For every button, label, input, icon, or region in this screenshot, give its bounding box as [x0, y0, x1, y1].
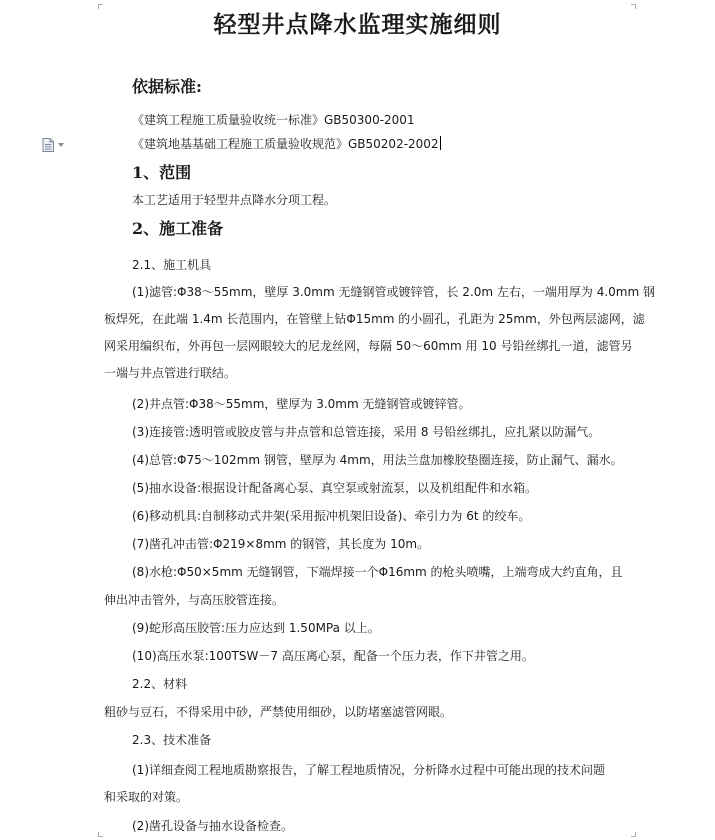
- list-item: (7)凿孔冲击管:Φ219×8mm 的钢管，其长度为 10m。: [132, 537, 430, 551]
- subsection-heading: 2.1、施工机具: [132, 258, 212, 272]
- list-item: (2)凿孔设备与抽水设备检查。: [132, 819, 293, 833]
- paragraph-line: 板焊死，在此端 1.4m 长范围内，在管壁上钻Φ15mm 的小圆孔，孔距为 25mm，外包两层滤网，滤: [104, 312, 645, 326]
- text-cursor: [440, 136, 441, 150]
- page-corner-mark: [631, 832, 636, 837]
- paragraph: 粗砂与豆石，不得采用中砂，严禁使用细砂，以防堵塞滤管网眼。: [104, 705, 453, 719]
- list-item: (9)蛇形高压胶管:压力应达到 1.50MPa 以上。: [132, 621, 380, 635]
- standard-reference: 《建筑地基基础工程施工质量验收规范》GB50202-2002: [132, 137, 439, 151]
- document-icon: [42, 138, 54, 152]
- chevron-down-icon: [58, 143, 64, 147]
- paragraph: 本工艺适用于轻型井点降水分项工程。: [132, 193, 337, 207]
- page-corner-mark: [98, 832, 103, 837]
- list-item: (2)井点管:Φ38～55mm，壁厚为 3.0mm 无缝钢管或镀锌管。: [132, 397, 471, 411]
- list-item: (5)抽水设备:根据设计配备离心泵、真空泵或射流泵，以及机组配件和水箱。: [132, 481, 538, 495]
- paragraph-line: 伸出冲击管外，与高压胶管连接。: [104, 593, 285, 607]
- list-item: (10)高压水泵:100TSW－7 高压离心泵，配备一个压力表，作下井管之用。: [132, 649, 534, 663]
- subsection-heading: 2.2、材料: [132, 677, 188, 691]
- page-title: 轻型井点降水监理实施细则: [213, 11, 502, 38]
- basis-heading: 依据标准:: [132, 77, 202, 96]
- paragraph-options-button[interactable]: [42, 138, 64, 152]
- standard-reference: 《建筑工程施工质量验收统一标准》GB50300-2001: [132, 113, 415, 127]
- paragraph-line: (8)水枪:Φ50×5mm 无缝钢管，下端焊接一个Φ16mm 的枪头喷嘴，上端弯成大约直角，且: [132, 565, 623, 579]
- list-item: (4)总管:Φ75～102mm 钢管，壁厚为 4mm，用法兰盘加橡胶垫圈连接，防止漏气、漏水。: [132, 453, 623, 467]
- list-item: (6)移动机具:自制移动式井架(采用振冲机架旧设备)、牵引力为 6t 的绞车。: [132, 509, 531, 523]
- paragraph-line: (1)滤管:Φ38～55mm，壁厚 3.0mm 无缝钢管或镀锌管，长 2.0m 左右，一端用厚为 4.0mm 钢: [132, 285, 655, 299]
- list-item: (3)连接管:透明管或胶皮管与井点管和总管连接，采用 8 号铅丝绑扎，应扎紧以防漏气。: [132, 425, 601, 439]
- section-heading: 1、范围: [132, 163, 192, 182]
- paragraph-line: 一端与井点管进行联结。: [104, 366, 237, 380]
- paragraph-line: 网采用编织布，外再包一层网眼较大的尼龙丝网，每隔 50～60mm 用 10 号铅丝绑扎一道，滤管另: [104, 339, 633, 353]
- paragraph-line: 和采取的对策。: [104, 790, 189, 804]
- paragraph-line: (1)详细查阅工程地质勘察报告，了解工程地质情况，分析降水过程中可能出现的技术问题: [132, 763, 606, 777]
- section-heading: 2、施工准备: [132, 219, 224, 238]
- subsection-heading: 2.3、技术准备: [132, 733, 212, 747]
